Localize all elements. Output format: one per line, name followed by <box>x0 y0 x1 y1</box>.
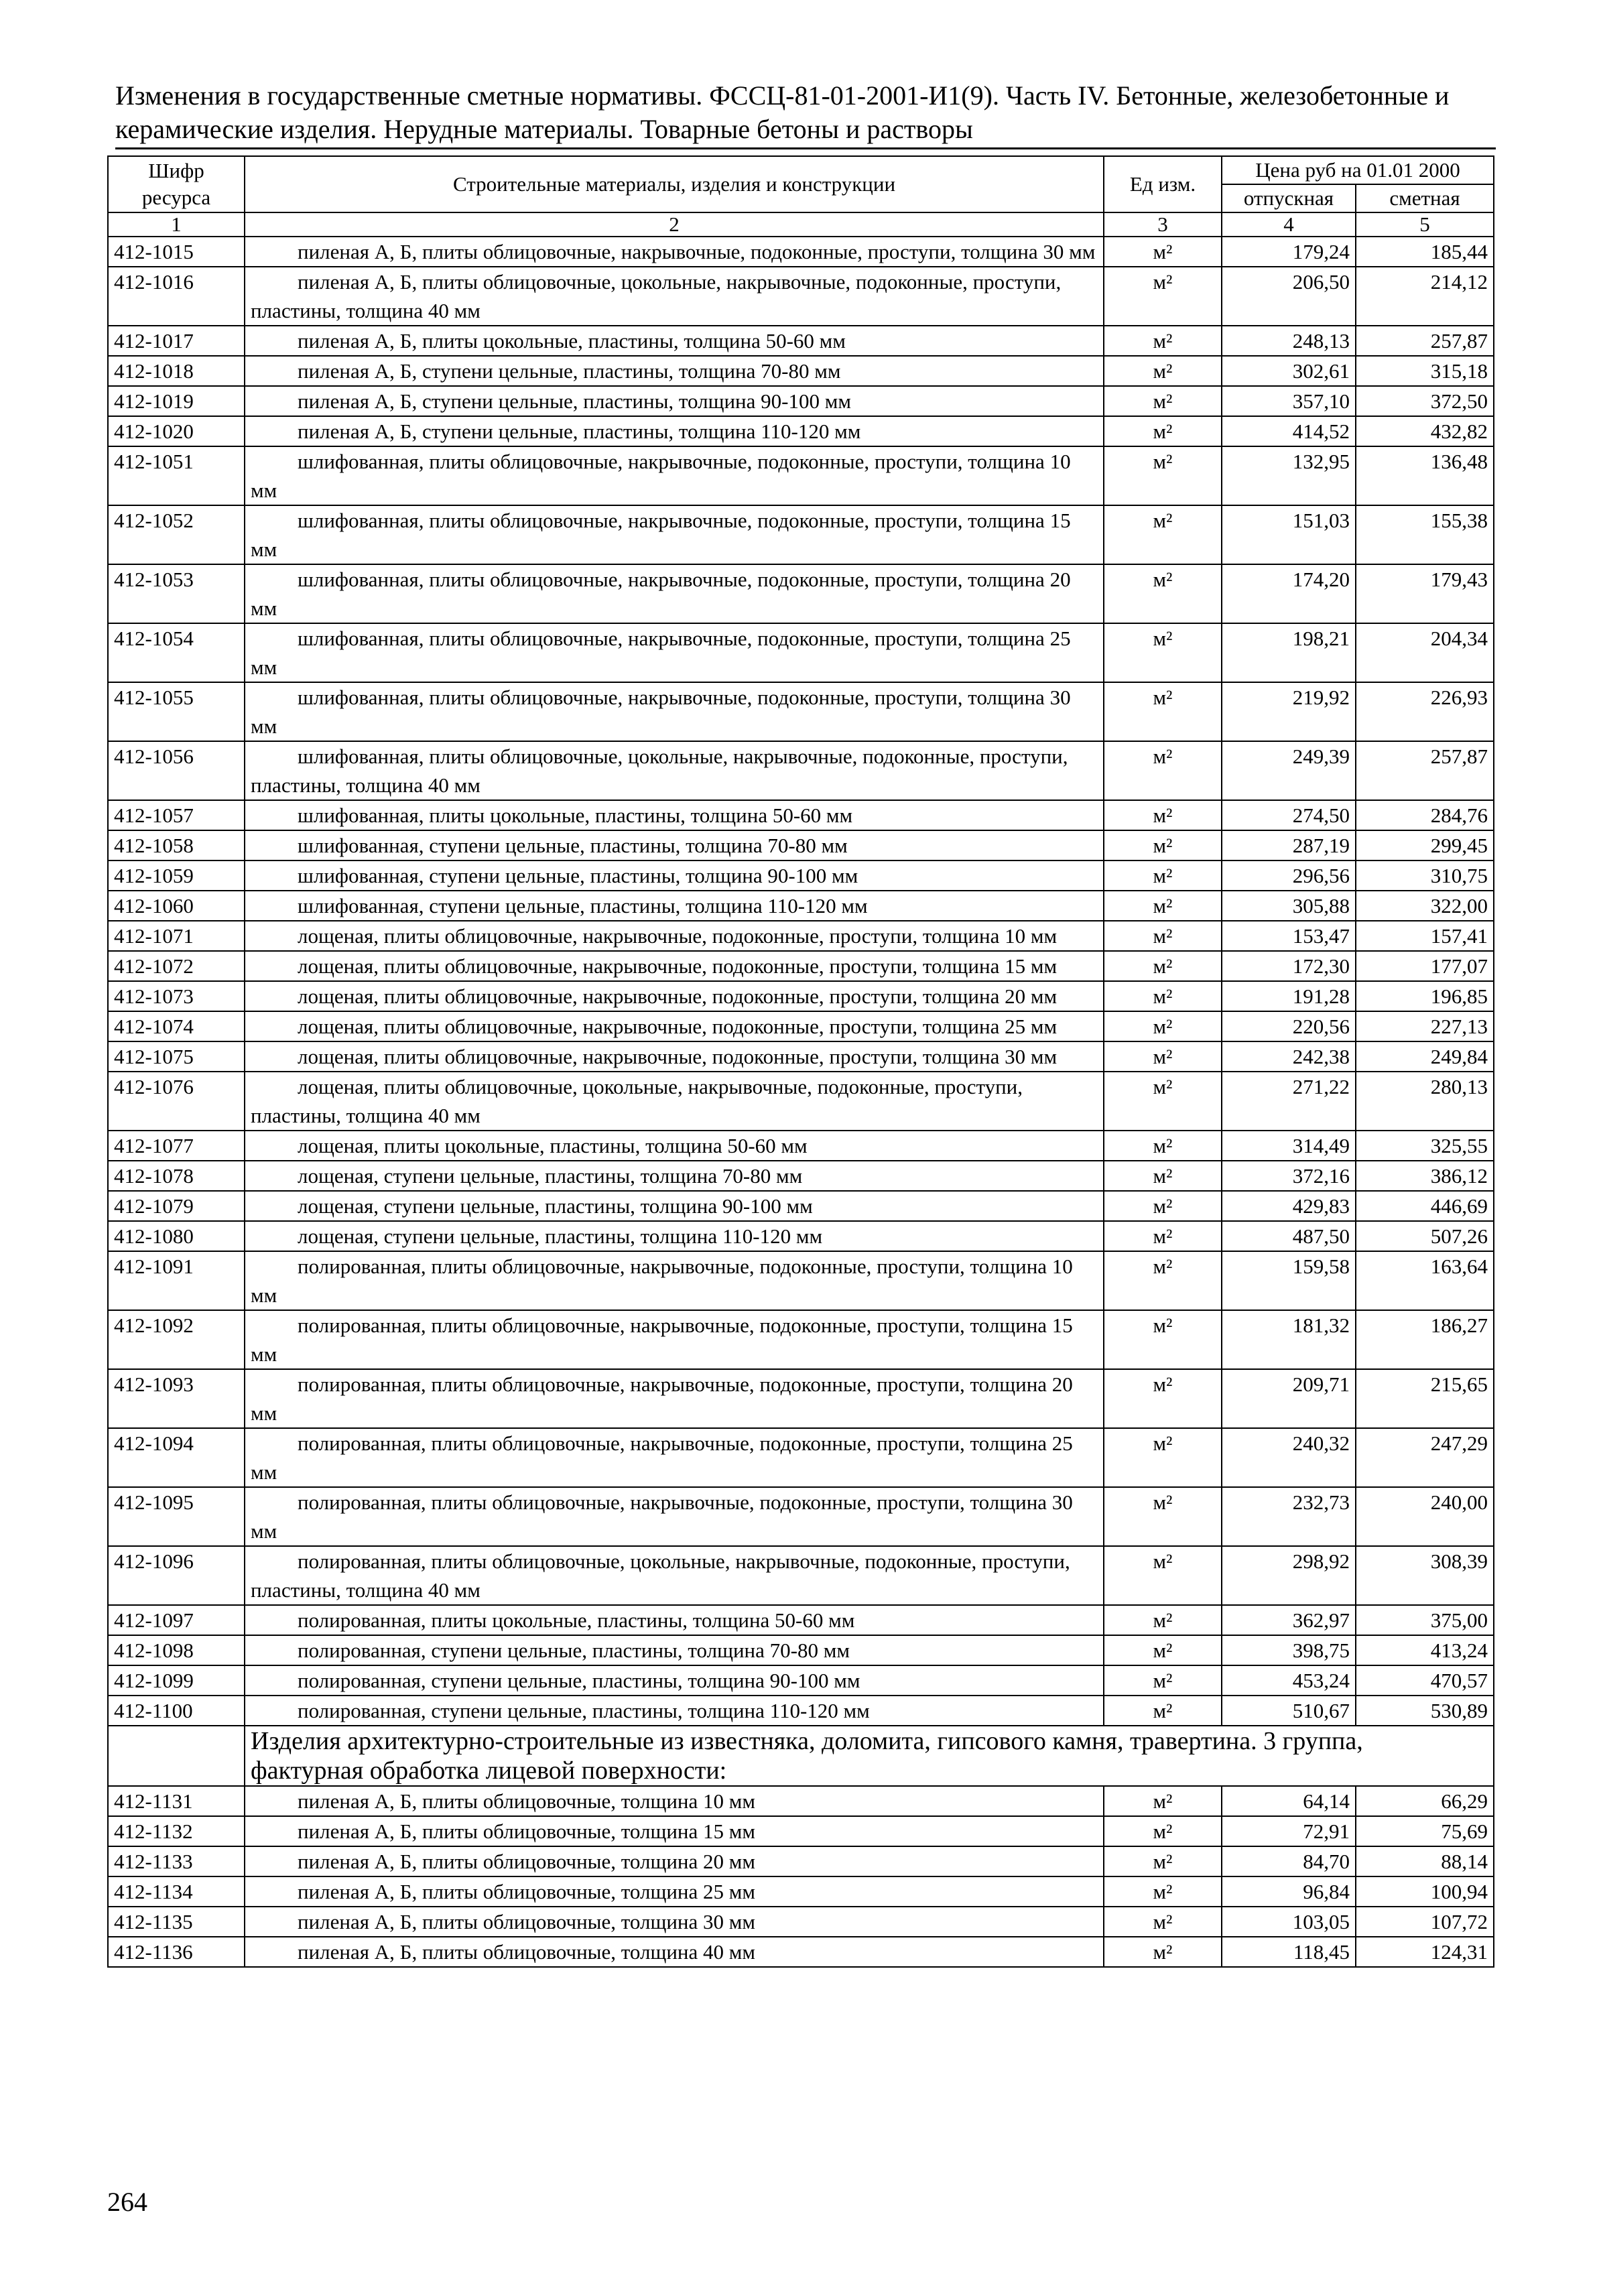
resource-code: 412-1075 <box>108 1041 245 1072</box>
unit-of-measure: м² <box>1104 1937 1222 1967</box>
release-price: 198,21 <box>1222 623 1356 682</box>
resource-code: 412-1096 <box>108 1546 245 1605</box>
unit-of-measure: м² <box>1104 1546 1222 1605</box>
release-price: 242,38 <box>1222 1041 1356 1072</box>
material-description: лощеная, плиты облицовочные, накрывочные, подоконные, проступи, толщина 10 мм <box>245 921 1104 951</box>
material-description: лощеная, плиты цокольные, пластины, толщина 50-60 мм <box>245 1131 1104 1161</box>
unit-of-measure: м² <box>1104 416 1222 446</box>
release-price: 398,75 <box>1222 1635 1356 1665</box>
material-description: лощеная, плиты облицовочные, накрывочные, подоконные, проступи, толщина 30 мм <box>245 1041 1104 1072</box>
table-row <box>108 800 1494 830</box>
unit-of-measure: м² <box>1104 1846 1222 1876</box>
price-table <box>107 155 1494 1968</box>
material-description: лощеная, ступени цельные, пластины, толщина 90-100 мм <box>245 1191 1104 1221</box>
header-release-price: отпускная <box>1222 184 1356 212</box>
material-description: пиленая А, Б, ступени цельные, пластины, толщина 70-80 мм <box>245 356 1104 386</box>
estimate-price: 257,87 <box>1356 741 1494 800</box>
material-description: лощеная, плиты облицовочные, накрывочные, подоконные, проступи, толщина 25 мм <box>245 1011 1104 1041</box>
table-row <box>108 1876 1494 1907</box>
unit-of-measure: м² <box>1104 682 1222 741</box>
header-code: Шифр ресурса <box>108 156 245 212</box>
unit-of-measure: м² <box>1104 1131 1222 1161</box>
estimate-price: 100,94 <box>1356 1876 1494 1907</box>
table-row <box>108 1546 1494 1605</box>
column-number-row <box>108 212 1494 237</box>
table-header-row <box>108 156 1494 184</box>
table-row <box>108 1369 1494 1428</box>
material-description: полированная, плиты облицовочные, накрывочные, подоконные, проступи, толщина 10 мм <box>245 1251 1104 1310</box>
estimate-price: 299,45 <box>1356 830 1494 860</box>
estimate-price: 507,26 <box>1356 1221 1494 1251</box>
release-price: 249,39 <box>1222 741 1356 800</box>
material-description: пиленая А, Б, ступени цельные, пластины, толщина 90-100 мм <box>245 386 1104 416</box>
estimate-price: 530,89 <box>1356 1696 1494 1726</box>
resource-code: 412-1053 <box>108 564 245 623</box>
release-price: 209,71 <box>1222 1369 1356 1428</box>
estimate-price: 446,69 <box>1356 1191 1494 1221</box>
table-row <box>108 741 1494 800</box>
unit-of-measure: м² <box>1104 1072 1222 1131</box>
release-price: 429,83 <box>1222 1191 1356 1221</box>
release-price: 151,03 <box>1222 505 1356 564</box>
resource-code: 412-1092 <box>108 1310 245 1369</box>
resource-code: 412-1076 <box>108 1072 245 1131</box>
release-price: 118,45 <box>1222 1937 1356 1967</box>
release-price: 174,20 <box>1222 564 1356 623</box>
release-price: 302,61 <box>1222 356 1356 386</box>
estimate-price: 177,07 <box>1356 951 1494 981</box>
estimate-price: 204,34 <box>1356 623 1494 682</box>
release-price: 248,13 <box>1222 326 1356 356</box>
material-description: шлифованная, ступени цельные, пластины, толщина 110-120 мм <box>245 891 1104 921</box>
table-row <box>108 356 1494 386</box>
estimate-price: 284,76 <box>1356 800 1494 830</box>
resource-code: 412-1132 <box>108 1816 245 1846</box>
resource-code: 412-1060 <box>108 891 245 921</box>
release-price: 172,30 <box>1222 951 1356 981</box>
release-price: 72,91 <box>1222 1816 1356 1846</box>
resource-code: 412-1015 <box>108 237 245 267</box>
table-row <box>108 1011 1494 1041</box>
material-description: шлифованная, ступени цельные, пластины, толщина 70-80 мм <box>245 830 1104 860</box>
estimate-price: 240,00 <box>1356 1487 1494 1546</box>
resource-code: 412-1100 <box>108 1696 245 1726</box>
unit-of-measure: м² <box>1104 860 1222 891</box>
release-price: 96,84 <box>1222 1876 1356 1907</box>
material-description: пиленая А, Б, плиты облицовочные, толщина 10 мм <box>245 1786 1104 1816</box>
resource-code: 412-1094 <box>108 1428 245 1487</box>
release-price: 510,67 <box>1222 1696 1356 1726</box>
resource-code: 412-1131 <box>108 1786 245 1816</box>
resource-code: 412-1097 <box>108 1605 245 1635</box>
release-price: 159,58 <box>1222 1251 1356 1310</box>
table-row <box>108 1696 1494 1726</box>
estimate-price: 322,00 <box>1356 891 1494 921</box>
material-description: пиленая А, Б, плиты облицовочные, толщина 40 мм <box>245 1937 1104 1967</box>
resource-code: 412-1059 <box>108 860 245 891</box>
unit-of-measure: м² <box>1104 1665 1222 1696</box>
table-row <box>108 1221 1494 1251</box>
material-description: шлифованная, плиты облицовочные, накрывочные, подоконные, проступи, толщина 15 мм <box>245 505 1104 564</box>
release-price: 240,32 <box>1222 1428 1356 1487</box>
table-row <box>108 564 1494 623</box>
release-price: 179,24 <box>1222 237 1356 267</box>
table-row <box>108 1816 1494 1846</box>
table-row <box>108 830 1494 860</box>
table-row <box>108 1665 1494 1696</box>
unit-of-measure: м² <box>1104 237 1222 267</box>
section-heading-line: фактурная обработка лицевой поверхности: <box>251 1757 727 1785</box>
material-description: полированная, ступени цельные, пластины, толщина 70-80 мм <box>245 1635 1104 1665</box>
resource-code: 412-1080 <box>108 1221 245 1251</box>
estimate-price: 325,55 <box>1356 1131 1494 1161</box>
resource-code: 412-1077 <box>108 1131 245 1161</box>
material-description: пиленая А, Б, плиты облицовочные, толщина 15 мм <box>245 1816 1104 1846</box>
unit-of-measure: м² <box>1104 1251 1222 1310</box>
estimate-price: 186,27 <box>1356 1310 1494 1369</box>
section-empty-cell <box>108 1726 245 1786</box>
table-row <box>108 860 1494 891</box>
release-price: 84,70 <box>1222 1846 1356 1876</box>
unit-of-measure: м² <box>1104 1786 1222 1816</box>
release-price: 219,92 <box>1222 682 1356 741</box>
release-price: 362,97 <box>1222 1605 1356 1635</box>
estimate-price: 386,12 <box>1356 1161 1494 1191</box>
table-row <box>108 386 1494 416</box>
material-description: шлифованная, плиты облицовочные, цокольные, накрывочные, подоконные, проступи, пластины, толщина 40 мм <box>245 741 1104 800</box>
estimate-price: 413,24 <box>1356 1635 1494 1665</box>
material-description: полированная, плиты облицовочные, накрывочные, подоконные, проступи, толщина 15 мм <box>245 1310 1104 1369</box>
unit-of-measure: м² <box>1104 1876 1222 1907</box>
release-price: 414,52 <box>1222 416 1356 446</box>
estimate-price: 432,82 <box>1356 416 1494 446</box>
table-row <box>108 951 1494 981</box>
table-row <box>108 1041 1494 1072</box>
table-row <box>108 446 1494 505</box>
unit-of-measure: м² <box>1104 1816 1222 1846</box>
material-description: полированная, плиты облицовочные, цокольные, накрывочные, подоконные, проступи, пластины, толщина 40 мм <box>245 1546 1104 1605</box>
resource-code: 412-1054 <box>108 623 245 682</box>
header-unit: Ед изм. <box>1104 156 1222 212</box>
section-heading-row <box>108 1726 1494 1786</box>
unit-of-measure: м² <box>1104 1635 1222 1665</box>
table-row <box>108 237 1494 267</box>
material-description: пиленая А, Б, плиты облицовочные, толщина 20 мм <box>245 1846 1104 1876</box>
material-description: шлифованная, плиты облицовочные, накрывочные, подоконные, проступи, толщина 10 мм <box>245 446 1104 505</box>
table-row <box>108 1161 1494 1191</box>
table-row <box>108 1072 1494 1131</box>
table-row <box>108 1846 1494 1876</box>
material-description: полированная, плиты облицовочные, накрывочные, подоконные, проступи, толщина 25 мм <box>245 1428 1104 1487</box>
unit-of-measure: м² <box>1104 1221 1222 1251</box>
table-row <box>108 505 1494 564</box>
unit-of-measure: м² <box>1104 623 1222 682</box>
material-description: лощеная, ступени цельные, пластины, толщина 70-80 мм <box>245 1161 1104 1191</box>
section-heading <box>245 1726 1494 1786</box>
estimate-price: 196,85 <box>1356 981 1494 1011</box>
unit-of-measure: м² <box>1104 1191 1222 1221</box>
resource-code: 412-1136 <box>108 1937 245 1967</box>
table-row <box>108 416 1494 446</box>
unit-of-measure: м² <box>1104 981 1222 1011</box>
release-price: 357,10 <box>1222 386 1356 416</box>
material-description: лощеная, плиты облицовочные, цокольные, накрывочные, подоконные, проступи, пластины, толщина 40 мм <box>245 1072 1104 1131</box>
unit-of-measure: м² <box>1104 830 1222 860</box>
estimate-price: 226,93 <box>1356 682 1494 741</box>
release-price: 305,88 <box>1222 891 1356 921</box>
resource-code: 412-1095 <box>108 1487 245 1546</box>
unit-of-measure: м² <box>1104 1369 1222 1428</box>
unit-of-measure: м² <box>1104 1161 1222 1191</box>
release-price: 153,47 <box>1222 921 1356 951</box>
resource-code: 412-1018 <box>108 356 245 386</box>
table-row <box>108 891 1494 921</box>
material-description: полированная, плиты облицовочные, накрывочные, подоконные, проступи, толщина 20 мм <box>245 1369 1104 1428</box>
release-price: 206,50 <box>1222 267 1356 326</box>
unit-of-measure: м² <box>1104 1428 1222 1487</box>
unit-of-measure: м² <box>1104 921 1222 951</box>
unit-of-measure: м² <box>1104 1310 1222 1369</box>
resource-code: 412-1133 <box>108 1846 245 1876</box>
header-price: Цена руб на 01.01 2000 <box>1222 156 1494 184</box>
section-heading-line: Изделия архитектурно-строительные из известняка, доломита, гипсового камня, травертина. 3 группа, <box>251 1727 1363 1755</box>
estimate-price: 163,64 <box>1356 1251 1494 1310</box>
estimate-price: 308,39 <box>1356 1546 1494 1605</box>
table-row <box>108 1907 1494 1937</box>
estimate-price: 315,18 <box>1356 356 1494 386</box>
resource-code: 412-1055 <box>108 682 245 741</box>
material-description: пиленая А, Б, плиты облицовочные, цокольные, накрывочные, подоконные, проступи, пластины, толщина 40 мм <box>245 267 1104 326</box>
estimate-price: 257,87 <box>1356 326 1494 356</box>
table-row <box>108 682 1494 741</box>
table-row <box>108 1131 1494 1161</box>
column-number: 4 <box>1222 212 1356 237</box>
table-row <box>108 1251 1494 1310</box>
unit-of-measure: м² <box>1104 951 1222 981</box>
resource-code: 412-1078 <box>108 1161 245 1191</box>
material-description: полированная, ступени цельные, пластины, толщина 90-100 мм <box>245 1665 1104 1696</box>
resource-code: 412-1058 <box>108 830 245 860</box>
unit-of-measure: м² <box>1104 1605 1222 1635</box>
resource-code: 412-1016 <box>108 267 245 326</box>
material-description: полированная, плиты облицовочные, накрывочные, подоконные, проступи, толщина 30 мм <box>245 1487 1104 1546</box>
unit-of-measure: м² <box>1104 386 1222 416</box>
resource-code: 412-1134 <box>108 1876 245 1907</box>
resource-code: 412-1093 <box>108 1369 245 1428</box>
material-description: лощеная, плиты облицовочные, накрывочные, подоконные, проступи, толщина 15 мм <box>245 951 1104 981</box>
unit-of-measure: м² <box>1104 446 1222 505</box>
document-header: Изменения в государственные сметные нормативы. ФССЦ-81-01-2001-И1(9). Часть IV. Бетонные, железобетонные и керамические изделия. Нерудные материалы. Товарные бетоны и растворы <box>115 80 1450 144</box>
column-number: 3 <box>1104 212 1222 237</box>
release-price: 191,28 <box>1222 981 1356 1011</box>
unit-of-measure: м² <box>1104 800 1222 830</box>
release-price: 487,50 <box>1222 1221 1356 1251</box>
table-row <box>108 1191 1494 1221</box>
column-number: 1 <box>108 212 245 237</box>
table-row <box>108 1605 1494 1635</box>
material-description: лощеная, плиты облицовочные, накрывочные, подоконные, проступи, толщина 20 мм <box>245 981 1104 1011</box>
column-number: 5 <box>1356 212 1494 237</box>
estimate-price: 179,43 <box>1356 564 1494 623</box>
release-price: 271,22 <box>1222 1072 1356 1131</box>
release-price: 181,32 <box>1222 1310 1356 1369</box>
page-number: 264 <box>107 2187 147 2217</box>
header-estimate-price: сметная <box>1356 184 1494 212</box>
resource-code: 412-1020 <box>108 416 245 446</box>
unit-of-measure: м² <box>1104 1011 1222 1041</box>
resource-code: 412-1098 <box>108 1635 245 1665</box>
table-row <box>108 1937 1494 1967</box>
resource-code: 412-1051 <box>108 446 245 505</box>
table-row <box>108 1635 1494 1665</box>
material-description: полированная, плиты цокольные, пластины, толщина 50-60 мм <box>245 1605 1104 1635</box>
unit-of-measure: м² <box>1104 356 1222 386</box>
table-row <box>108 1310 1494 1369</box>
resource-code: 412-1074 <box>108 1011 245 1041</box>
table-row <box>108 267 1494 326</box>
resource-code: 412-1056 <box>108 741 245 800</box>
estimate-price: 136,48 <box>1356 446 1494 505</box>
release-price: 314,49 <box>1222 1131 1356 1161</box>
release-price: 232,73 <box>1222 1487 1356 1546</box>
release-price: 287,19 <box>1222 830 1356 860</box>
column-number: 2 <box>245 212 1104 237</box>
table-row <box>108 1487 1494 1546</box>
resource-code: 412-1071 <box>108 921 245 951</box>
release-price: 220,56 <box>1222 1011 1356 1041</box>
estimate-price: 470,57 <box>1356 1665 1494 1696</box>
material-description: пиленая А, Б, ступени цельные, пластины, толщина 110-120 мм <box>245 416 1104 446</box>
estimate-price: 375,00 <box>1356 1605 1494 1635</box>
table-row <box>108 981 1494 1011</box>
release-price: 453,24 <box>1222 1665 1356 1696</box>
resource-code: 412-1072 <box>108 951 245 981</box>
material-description: шлифованная, плиты облицовочные, накрывочные, подоконные, проступи, толщина 20 мм <box>245 564 1104 623</box>
release-price: 132,95 <box>1222 446 1356 505</box>
estimate-price: 185,44 <box>1356 237 1494 267</box>
unit-of-measure: м² <box>1104 267 1222 326</box>
estimate-price: 124,31 <box>1356 1937 1494 1967</box>
unit-of-measure: м² <box>1104 891 1222 921</box>
release-price: 298,92 <box>1222 1546 1356 1605</box>
release-price: 296,56 <box>1222 860 1356 891</box>
unit-of-measure: м² <box>1104 564 1222 623</box>
release-price: 103,05 <box>1222 1907 1356 1937</box>
estimate-price: 310,75 <box>1356 860 1494 891</box>
table-row <box>108 1786 1494 1816</box>
estimate-price: 372,50 <box>1356 386 1494 416</box>
unit-of-measure: м² <box>1104 1487 1222 1546</box>
estimate-price: 157,41 <box>1356 921 1494 951</box>
estimate-price: 66,29 <box>1356 1786 1494 1816</box>
material-description: полированная, ступени цельные, пластины, толщина 110-120 мм <box>245 1696 1104 1726</box>
resource-code: 412-1091 <box>108 1251 245 1310</box>
material-description: шлифованная, плиты цокольные, пластины, толщина 50-60 мм <box>245 800 1104 830</box>
material-description: шлифованная, ступени цельные, пластины, толщина 90-100 мм <box>245 860 1104 891</box>
estimate-price: 107,72 <box>1356 1907 1494 1937</box>
table-row <box>108 623 1494 682</box>
table-row <box>108 1428 1494 1487</box>
header-name: Строительные материалы, изделия и конструкции <box>245 156 1104 212</box>
unit-of-measure: м² <box>1104 1696 1222 1726</box>
estimate-price: 88,14 <box>1356 1846 1494 1876</box>
table-row <box>108 921 1494 951</box>
unit-of-measure: м² <box>1104 326 1222 356</box>
header-rule <box>115 147 1496 149</box>
unit-of-measure: м² <box>1104 1041 1222 1072</box>
estimate-price: 75,69 <box>1356 1816 1494 1846</box>
resource-code: 412-1019 <box>108 386 245 416</box>
resource-code: 412-1073 <box>108 981 245 1011</box>
material-description: шлифованная, плиты облицовочные, накрывочные, подоконные, проступи, толщина 25 мм <box>245 623 1104 682</box>
resource-code: 412-1079 <box>108 1191 245 1221</box>
estimate-price: 214,12 <box>1356 267 1494 326</box>
resource-code: 412-1057 <box>108 800 245 830</box>
table-row <box>108 326 1494 356</box>
unit-of-measure: м² <box>1104 505 1222 564</box>
estimate-price: 280,13 <box>1356 1072 1494 1131</box>
material-description: пиленая А, Б, плиты облицовочные, толщина 25 мм <box>245 1876 1104 1907</box>
estimate-price: 215,65 <box>1356 1369 1494 1428</box>
resource-code: 412-1135 <box>108 1907 245 1937</box>
material-description: пиленая А, Б, плиты цокольные, пластины, толщина 50-60 мм <box>245 326 1104 356</box>
estimate-price: 227,13 <box>1356 1011 1494 1041</box>
release-price: 274,50 <box>1222 800 1356 830</box>
material-description: пиленая А, Б, плиты облицовочные, толщина 30 мм <box>245 1907 1104 1937</box>
estimate-price: 249,84 <box>1356 1041 1494 1072</box>
release-price: 372,16 <box>1222 1161 1356 1191</box>
unit-of-measure: м² <box>1104 741 1222 800</box>
material-description: пиленая А, Б, плиты облицовочные, накрывочные, подоконные, проступи, толщина 30 мм <box>245 237 1104 267</box>
estimate-price: 247,29 <box>1356 1428 1494 1487</box>
material-description: шлифованная, плиты облицовочные, накрывочные, подоконные, проступи, толщина 30 мм <box>245 682 1104 741</box>
release-price: 64,14 <box>1222 1786 1356 1816</box>
material-description: лощеная, ступени цельные, пластины, толщина 110-120 мм <box>245 1221 1104 1251</box>
estimate-price: 155,38 <box>1356 505 1494 564</box>
unit-of-measure: м² <box>1104 1907 1222 1937</box>
resource-code: 412-1052 <box>108 505 245 564</box>
resource-code: 412-1017 <box>108 326 245 356</box>
resource-code: 412-1099 <box>108 1665 245 1696</box>
